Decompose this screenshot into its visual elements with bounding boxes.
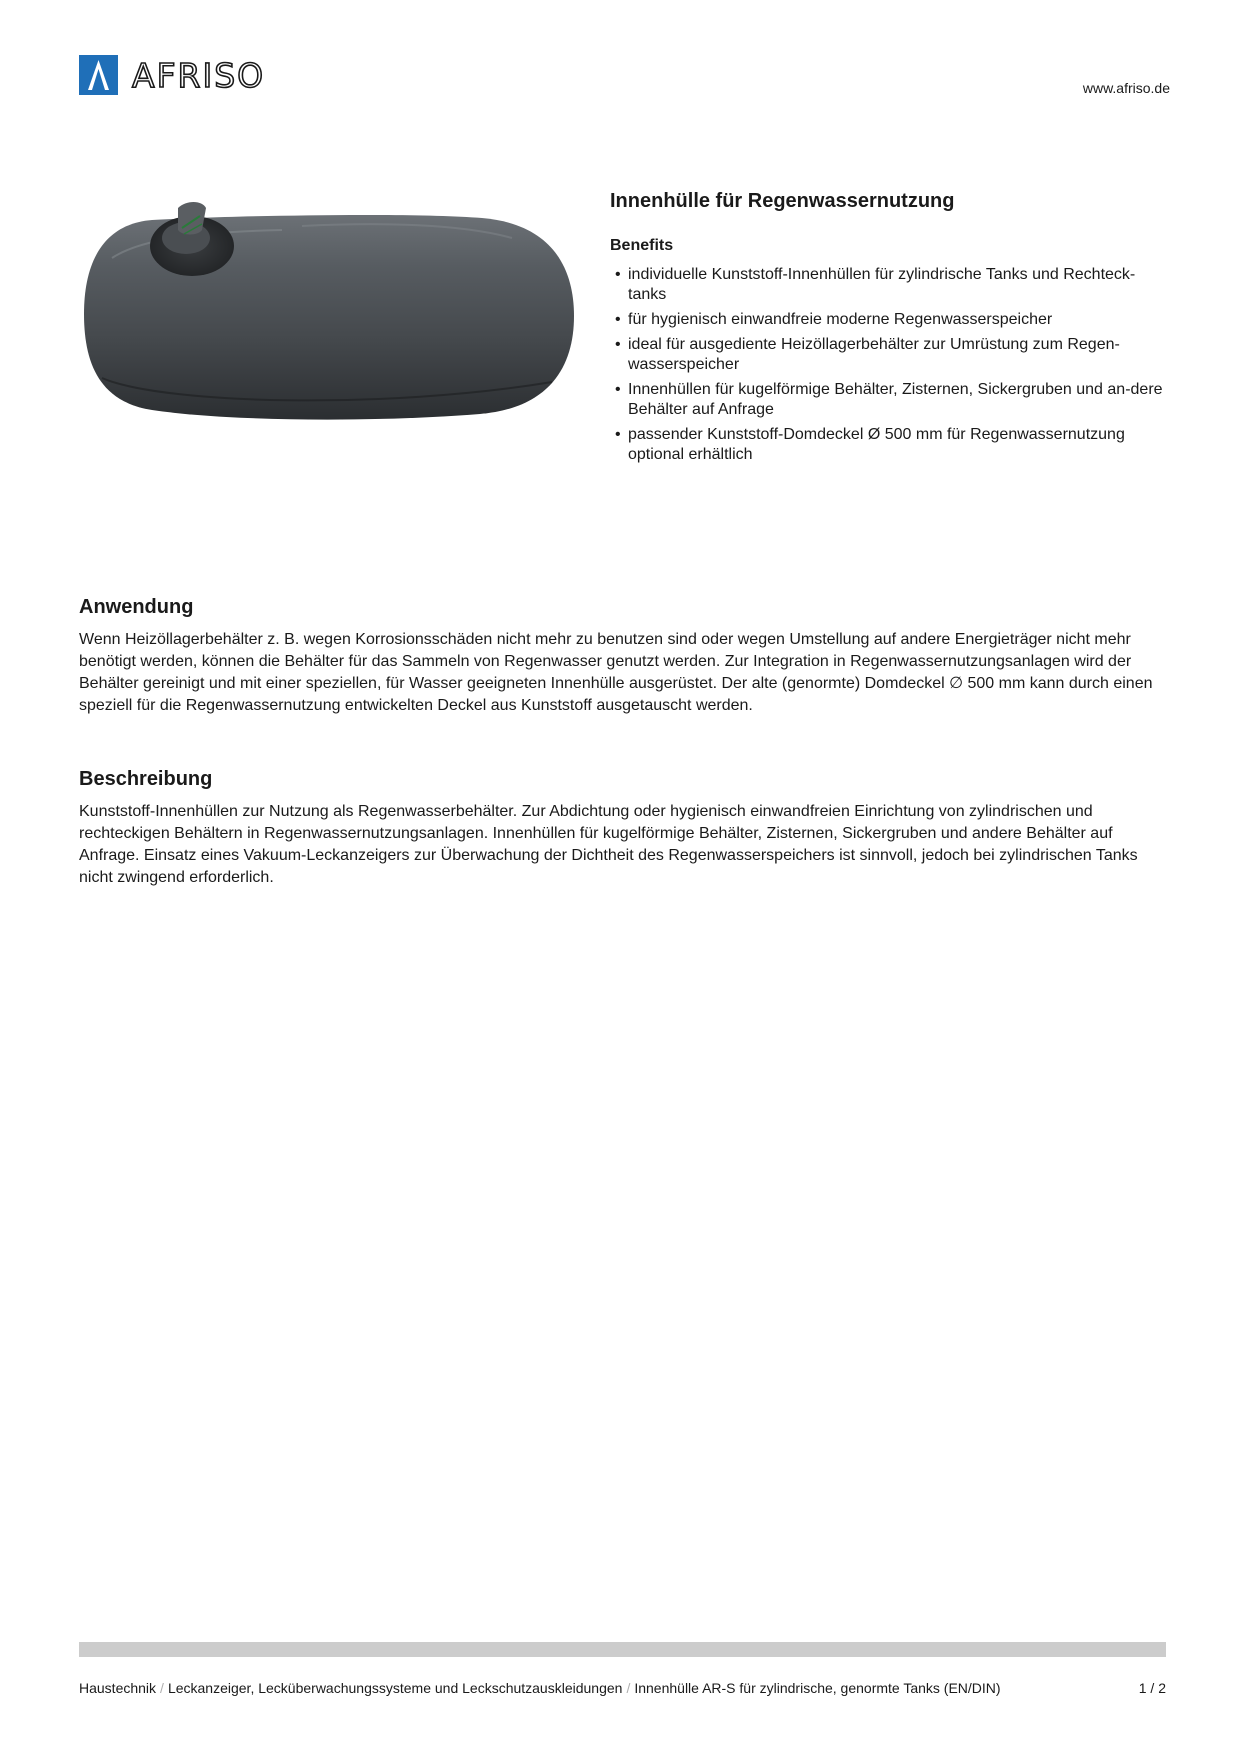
benefit-item: • ideal für ausgediente Heizöllagerbehälter zur Umrüstung zum Regen-wasserspeicher <box>610 335 1170 375</box>
website-url[interactable]: www.afriso.de <box>1082 80 1170 96</box>
section-anwendung <box>79 596 1168 717</box>
breadcrumb <box>79 1680 1001 1696</box>
footer-divider-bar <box>79 1642 1166 1657</box>
benefits-list <box>610 265 1170 465</box>
product-summary <box>610 190 1170 470</box>
benefits-heading: Benefits <box>610 237 674 254</box>
section-text: Kunststoff-Innenhüllen zur Nutzung als Regenwasserbehälter. Zur Abdichtung oder hygienisch einwandfreien Einrichtung von zylindrischen und rechteckigen Behältern in Regenwassernutzungsanlagen. Innenhüllen für kugelförmige Behälter, Zisternen, Sickergruben und andere Behälter auf Anfrage. Einsatz eines Vakuum-Leckanzeigers zur Überwachung der Dichtheit des Regenwasserspeichers ist sinnvoll, jedoch bei zylindrischen Tanks nicht zwingend erforderlich. <box>79 803 1138 886</box>
afriso-logo-icon <box>79 55 118 95</box>
section-heading: Anwendung <box>79 596 194 618</box>
page-number: 1 / 2 <box>1138 1680 1166 1696</box>
section-beschreibung <box>79 768 1168 889</box>
breadcrumb-separator: / <box>626 1680 631 1696</box>
benefit-item: • für hygienisch einwandfreie moderne Regenwasserspeicher <box>610 310 1170 330</box>
section-text: Wenn Heizöllagerbehälter z. B. wegen Korrosionsschäden nicht mehr zu benutzen sind oder wegen Umstellung auf andere Energieträger nicht mehr benötigt werden, können die Behälter für das Sammeln von Regenwasser genutzt werden. Zur Integration in Regenwassernutzungsanlagen wird der Behälter gereinigt und mit einer speziellen, für Wasser geeigneten Innenhülle ausgerüstet. Der alte (genormte) Domdeckel ∅ 500 mm kann durch einen speziell für die Regenwassernutzung entwickelten Deckel aus Kunststoff ausgetauscht werden. <box>79 631 1153 714</box>
breadcrumb-separator: / <box>160 1680 164 1696</box>
breadcrumb-item[interactable]: Innenhülle AR-S für zylindrische, genormte Tanks (EN/DIN) <box>634 1680 1001 1696</box>
benefit-item: • Innenhüllen für kugelförmige Behälter, Zisternen, Sickergruben und an-dere Behälter auf Anfrage <box>610 380 1170 420</box>
breadcrumb-item[interactable]: Haustechnik <box>79 1680 157 1696</box>
benefit-item: • individuelle Kunststoff-Innenhüllen für zylindrische Tanks und Rechteck-tanks <box>610 265 1170 305</box>
section-heading: Beschreibung <box>79 768 213 790</box>
company-logo <box>79 55 265 95</box>
page-footer <box>79 1680 1166 1696</box>
inner-liner-bag-image <box>82 198 578 430</box>
logo-wordmark: AFRISO <box>132 55 266 95</box>
breadcrumb-item[interactable]: Leckanzeiger, Lecküberwachungssysteme und Leckschutzauskleidungen <box>167 1680 623 1696</box>
benefit-item: • passender Kunststoff-Domdeckel Ø 500 mm für Regenwassernutzung optional erhältlich <box>610 425 1170 465</box>
product-title: Innenhülle für Regenwassernutzung <box>610 190 955 212</box>
